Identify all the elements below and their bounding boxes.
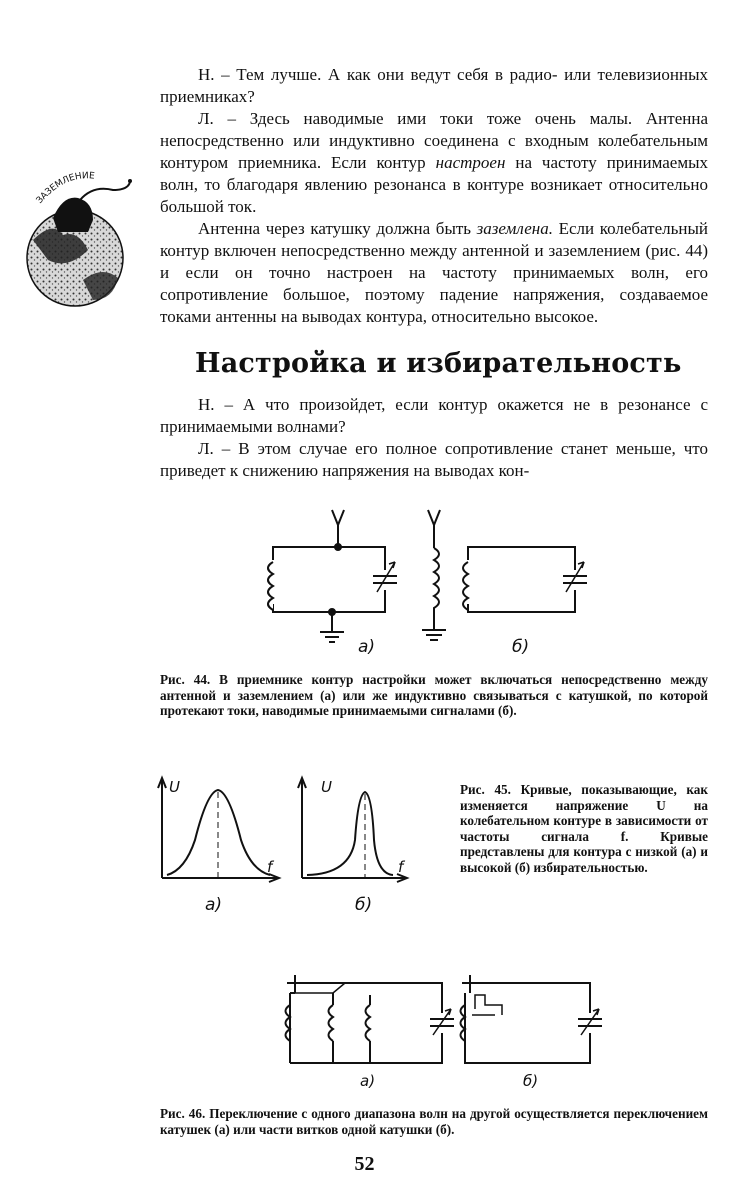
globe-label: ЗАЗЕМЛЕНИЕ	[34, 171, 96, 206]
fig46-label-b: б)	[523, 1072, 539, 1090]
fig44-caption: Рис. 44. В приемнике контур настройки может включаться непосредственно между антенной и заземлением (а) или же индуктивно связываться с катушкой, по которой протекают токи, наводимые принимаемыми сигналами (б).	[160, 672, 708, 718]
fig46-caption: Рис. 46. Переключение с одного диапазона волн на другой осуществляется переключением катушек (а) или части витков одной катушки (б).	[160, 1106, 708, 1137]
fig46-diagram	[280, 965, 610, 1100]
fig45-diagram	[155, 770, 425, 920]
fig45-axis-y-b: U	[321, 778, 332, 796]
fig45-label-b: б)	[355, 895, 373, 915]
paragraph-n-1: Н. – Тем лучше. А как они ведут себя в радио- или телевизионных приемниках?	[160, 65, 708, 106]
paragraph-n-2: Н. – А что произойдет, если контур окажется не в резонансе с принимаемыми волнами?	[160, 395, 708, 436]
grounding-globe-illustration	[18, 160, 158, 310]
paragraph-l-1: Л. – Здесь наводимые ими токи тоже очень малы. Антенна непосредственно или индуктивно соединена с входным колебательным контуром приемника. Если контур настроен на частоту принимаемых волн, то благодаря явлению резонанса в контуре возникает относительно большой ток.	[160, 109, 709, 216]
paragraph-grounding: Антенна через катушку должна быть заземлена. Если колебательный контур включен непосредственно между антенной и заземлением (рис. 44) и если он точно настроен на частоту принимаемых волн, его сопротивление большое, поэтому падение напряжения, создаваемое токами антенны на выводах контура, относительно высокое.	[160, 219, 708, 326]
fig45-caption: Рис. 45. Кривые, показывающие, как изменяется напряжение U на колебательном контуре в зависимости от частоты сигнала f. Кривые представлены для контура с низкой (а) и высокой (б) избирательностью.	[460, 782, 708, 875]
fig45-axis-x-a: f	[267, 858, 273, 876]
fig45-label-a: а)	[205, 895, 223, 915]
fig44-label-a: а)	[358, 637, 376, 657]
intro-text	[160, 64, 708, 328]
section-heading: Настройка и избирательность	[195, 348, 682, 379]
dialogue-text	[160, 394, 708, 482]
fig45-axis-y-a: U	[169, 778, 180, 796]
page-number: 52	[354, 1153, 375, 1175]
fig45-axis-x-b: f	[398, 858, 404, 876]
fig44-label-b: б)	[512, 637, 530, 657]
paragraph-l-2: Л. – В этом случае его полное сопротивление станет меньше, что приведет к снижению напряжения на выводах кон-	[160, 439, 708, 480]
fig46-label-a: а)	[360, 1072, 376, 1090]
fig44-diagram	[250, 500, 600, 665]
